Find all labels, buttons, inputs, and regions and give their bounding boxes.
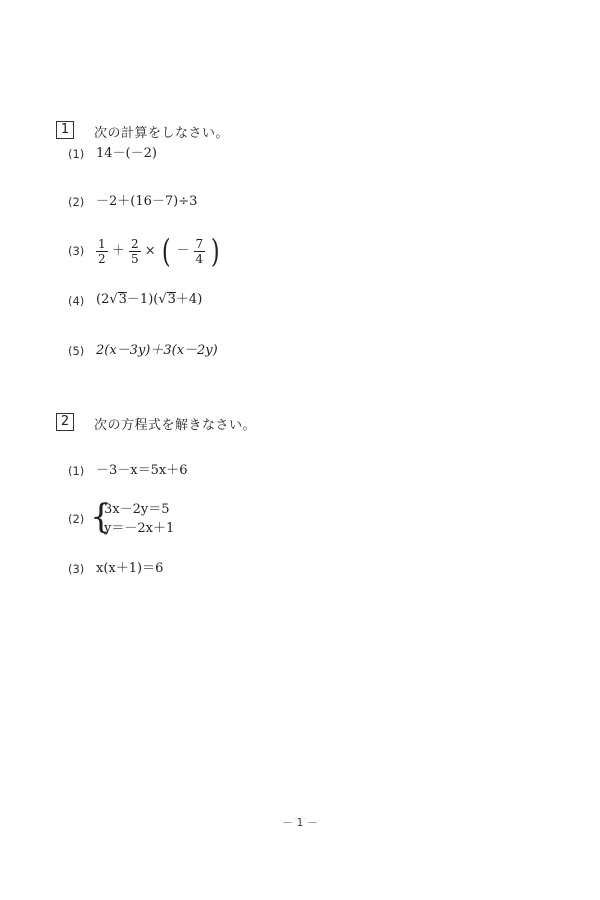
question-title: 次の計算をしなさい。: [94, 126, 230, 141]
equation-1: 3x－2y＝5: [104, 502, 170, 517]
fraction-numerator: 2: [130, 236, 139, 251]
fraction-numerator: 7: [195, 236, 204, 251]
item-label: (4): [68, 294, 85, 308]
negative-sign: －: [176, 243, 190, 259]
fraction-denominator: 2: [98, 251, 106, 266]
expr-part: －1)(: [126, 292, 159, 307]
question-title: 次の方程式を解きなさい。: [94, 418, 257, 433]
expr-part: (2: [96, 292, 110, 307]
fraction-denominator: 5: [130, 251, 139, 266]
fraction-denominator: 4: [195, 251, 204, 266]
sqrt-symbol: √: [158, 292, 167, 307]
operator-plus: ＋: [111, 243, 125, 259]
expr-part: ＋4): [175, 292, 203, 307]
page-number: － 1 －: [282, 816, 318, 829]
left-paren: (: [161, 232, 171, 270]
equation-2: y＝－2x＋1: [104, 521, 175, 536]
item-label: (3): [68, 562, 85, 576]
math-expression: [96, 292, 202, 308]
sqrt-radicand: 3: [118, 292, 127, 307]
system-brace: {: [90, 497, 112, 537]
right-paren: ): [211, 232, 220, 270]
math-expression: [96, 234, 222, 268]
question-number-box: 1: [56, 121, 74, 139]
sqrt-symbol: √: [109, 292, 118, 307]
math-expression: x(x＋1)＝6: [96, 561, 164, 576]
math-expression: －3－x＝5x＋6: [96, 463, 188, 478]
item-label: (2): [68, 512, 85, 526]
fraction-numerator: 1: [98, 236, 106, 251]
math-expression: －2＋(16－7)÷3: [96, 194, 198, 209]
fraction: [194, 237, 206, 266]
fraction: [96, 237, 108, 266]
item-label: (1): [68, 147, 85, 161]
math-expression: 14－(－2): [96, 146, 157, 161]
question-number-box: 2: [56, 413, 74, 431]
operator-times: ×: [144, 243, 156, 259]
fraction: [129, 237, 141, 266]
math-expression: 2(x－3y)＋3(x－2y): [96, 343, 218, 358]
item-label: (2): [68, 195, 85, 209]
sqrt-radicand: 3: [167, 292, 176, 307]
item-label: (1): [68, 464, 85, 478]
item-label: (5): [68, 344, 85, 358]
item-label: (3): [68, 244, 85, 258]
